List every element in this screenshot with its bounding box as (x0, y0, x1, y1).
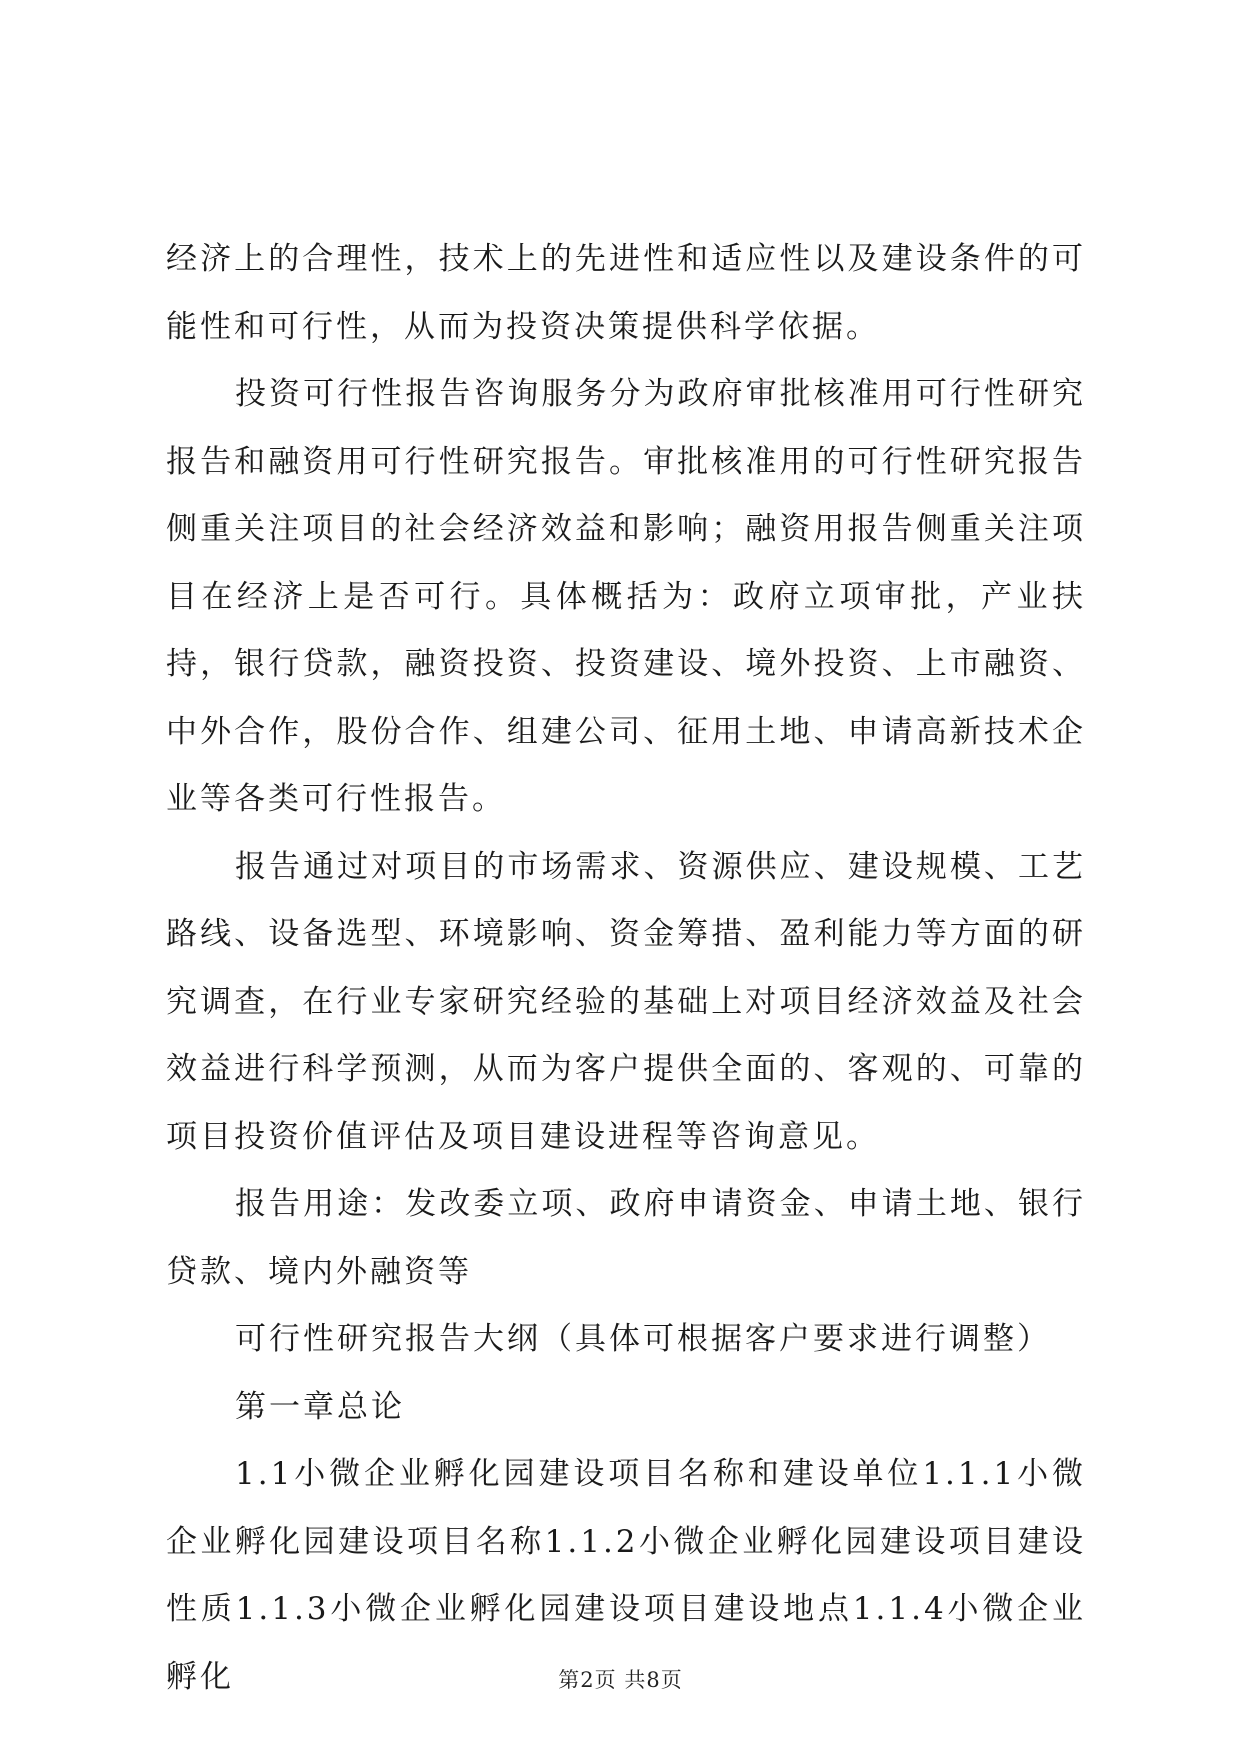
paragraph-outline-heading: 可行性研究报告大纲（具体可根据客户要求进行调整） (235, 1321, 1051, 1357)
paragraph-report-method: 报告通过对项目的市场需求、资源供应、建设规模、工艺路线、设备选型、环境影响、资金筹措、盈利能力等方面的研究调查，在行业专家研究经验的基础上对项目经济效益及社会效益进行科学预测，从而为客户提供全面的、客观的、可靠的项目投资价值评估及项目建设进程等咨询意见。 (166, 848, 1086, 1155)
document-body (166, 226, 1086, 1711)
paragraph-report-purpose: 报告用途：发改委立项、政府申请资金、申请土地、银行贷款、境内外融资等 (166, 1186, 1086, 1290)
page-footer: 第2页 共8页 (558, 1668, 683, 1692)
paragraph-continuation: 经济上的合理性，技术上的先进性和适应性以及建设条件的可能性和可行性，从而为投资决策提供科学依据。 (166, 241, 1086, 345)
paragraph-section-1-1: 1.1小微企业孵化园建设项目名称和建设单位1.1.1小微企业孵化园建设项目名称1.1.2小微企业孵化园建设项目建设性质1.1.3小微企业孵化园建设项目建设地点1.1.4小微企业孵化 (166, 1456, 1086, 1695)
paragraph-consulting-services: 投资可行性报告咨询服务分为政府审批核准用可行性研究报告和融资用可行性研究报告。审批核准用的可行性研究报告侧重关注项目的社会经济效益和影响；融资用报告侧重关注项目在经济上是否可行。具体概括为：政府立项审批，产业扶持，银行贷款，融资投资、投资建设、境外投资、上市融资、中外合作，股份合作、组建公司、征用土地、申请高新技术企业等各类可行性报告。 (166, 376, 1086, 817)
chapter-heading: 第一章总论 (235, 1388, 405, 1425)
